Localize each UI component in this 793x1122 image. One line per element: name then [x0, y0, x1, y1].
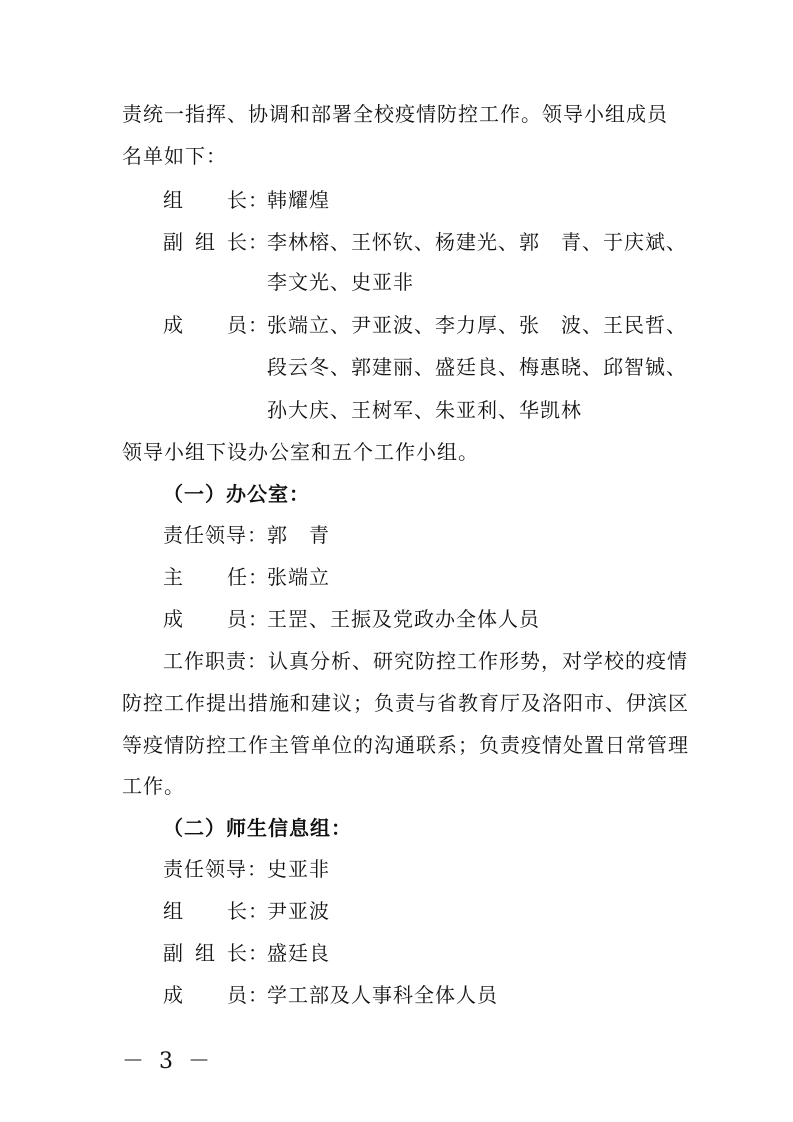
colon: ： [248, 188, 269, 212]
role-label [163, 228, 248, 256]
role-label [163, 563, 248, 591]
intro-line-1: 责统一指挥、协调和部署全校疫情防控工作。领导小组成员 [122, 102, 668, 126]
duty-line-4: 工作。 [122, 774, 185, 798]
role-label [163, 981, 248, 1009]
director-value: 张端立 [267, 565, 330, 589]
duty-line-2: 防控工作提出措施和建议；负责与省教育厅及洛阳市、伊滨区 [122, 691, 689, 715]
role-char: 任 [227, 565, 248, 589]
leader-value: 史亚非 [267, 857, 330, 881]
role-char: 成 [163, 607, 184, 631]
role-label [163, 897, 248, 925]
role-label [163, 311, 248, 339]
leader-value: 韩耀煌 [267, 188, 330, 212]
leader-label: 责任领导： [163, 523, 268, 547]
role-char: 长 [227, 230, 248, 254]
office-leader-row [163, 521, 330, 549]
info-group-heading: （二）师生信息组： [163, 816, 352, 840]
role-char: 副 [163, 941, 184, 965]
colon: ： [248, 230, 269, 254]
colon: ： [248, 941, 269, 965]
members-value-line-3: 孙大庆、王树军、朱亚利、华凯林 [267, 398, 582, 422]
members-value: 学工部及人事科全体人员 [267, 983, 498, 1007]
members-value: 王罡、王振及党政办全体人员 [267, 607, 540, 631]
role-char: 长 [227, 188, 248, 212]
role-char: 长 [227, 941, 248, 965]
role-char: 组 [195, 941, 216, 965]
role-char: 成 [163, 983, 184, 1007]
members-value-line-1: 张端立、尹亚波、李力厚、张 波、王民哲、 [267, 313, 687, 337]
role-char: 组 [163, 188, 184, 212]
leader-value: 郭 青 [267, 523, 330, 547]
colon: ： [248, 899, 269, 923]
duty-line-1: 工作职责：认真分析、研究防控工作形势，对学校的疫情 [163, 649, 688, 673]
intro-line-2: 名单如下： [122, 144, 227, 168]
role-char: 员 [227, 983, 248, 1007]
role-char: 副 [163, 230, 184, 254]
role-char: 组 [195, 230, 216, 254]
head-value: 尹亚波 [267, 899, 330, 923]
role-char: 员 [227, 313, 248, 337]
role-label [163, 939, 248, 967]
deputy-value-line-1: 李林榕、王怀钦、杨建光、郭 青、于庆斌、 [267, 230, 687, 254]
colon: ： [248, 565, 269, 589]
page-number: － 3 － [122, 1049, 214, 1074]
colon: ： [248, 313, 269, 337]
role-label [163, 186, 248, 214]
info-leader-row [163, 855, 330, 883]
role-label [163, 605, 248, 633]
members-value-line-2: 段云冬、郭建丽、盛廷良、梅惠晓、邱智铖、 [267, 355, 687, 379]
office-heading: （一）办公室： [163, 482, 310, 506]
role-char: 主 [163, 565, 184, 589]
colon: ： [248, 607, 269, 631]
setup-line: 领导小组下设办公室和五个工作小组。 [122, 440, 479, 464]
duty-line-3: 等疫情防控工作主管单位的沟通联系；负责疫情处置日常管理 [122, 733, 689, 757]
leader-label: 责任领导： [163, 857, 268, 881]
role-char: 员 [227, 607, 248, 631]
colon: ： [248, 983, 269, 1007]
role-char: 成 [163, 313, 184, 337]
role-char: 组 [163, 899, 184, 923]
role-char: 长 [227, 899, 248, 923]
deputy-value-line-2: 李文光、史亚非 [267, 270, 414, 294]
deputy-value: 盛廷良 [267, 941, 330, 965]
